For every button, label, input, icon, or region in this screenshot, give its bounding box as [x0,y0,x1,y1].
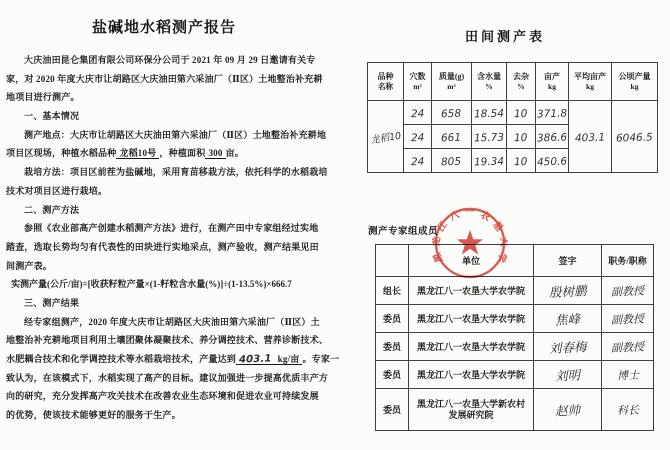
section-heading-2: 二、测产方法 [24,204,80,215]
text-segment: 。专家一 [302,354,340,364]
paragraph-line: 致认为，在该模式下，水稻实现了高产的目标。建议加强进一步提高优质丰产方 [6,372,329,383]
tables-page [335,0,670,450]
title-cell: 博士 [602,361,654,389]
paragraph-line: 地整治补充耕地项目利用土壤团聚体凝聚技术、养分调控技术、营养诊断技术、 [6,335,329,346]
paragraph-line: 技术对项目区进行栽培。 [6,185,108,196]
paragraph-line: 栽培方法：项目区前茬为盐碱地，采用育苗移栽方法，依托科学的水稻栽培 [24,167,328,178]
col-header-mu-yield: 亩产 kg [536,63,569,101]
moisture-cell: 15.73 [472,125,507,149]
text-segment: 水肥耦合技术和化学调控技术等水稻栽培技术，产量达到 [6,354,237,364]
field-table-header-row [368,63,658,101]
title-cell: 科长 [602,389,654,431]
unit-cell: 黑龙江八一农垦大学农学院 [409,361,534,389]
signature-cell: 焦峰 [534,305,602,333]
col-header-title: 职务/职称 [602,245,654,277]
report-page [6,16,340,425]
expert-row [376,305,654,333]
handwritten-yield-value: 403.1 [238,353,272,366]
col-header-role [376,245,409,277]
seal-arc-text: 黑龙江八一农垦大学 [432,208,508,264]
mass-cell: 805 [432,149,472,173]
signature-table-header-row [376,245,654,277]
expert-signature-table [375,244,654,431]
signature-cell: 殷树鹏 [534,277,602,305]
mu-yield-cell: 371.8 [536,101,569,125]
paragraph-line: 地项目进行测产。 [6,92,80,103]
expert-group-label: 测产专家组成员 [368,227,439,237]
mu-yield-cell: 386.6 [536,125,569,149]
impurity-cell: 10 [507,125,536,149]
title-cell: 副教授 [602,333,654,361]
col-header-impurity: 去杂 % [507,63,536,101]
paragraph-line: 大庆油田昆仑集团有限公司环保分公司于 2021 年 09 月 29 日邀请有关专 [24,55,316,65]
paragraph-line: 经专家组测产，2020 年度大庆市让胡路区大庆油田第六采油厂（Ⅱ区）土 [24,316,320,327]
col-header-variety: 品种 名称 [368,63,404,101]
signature-cell: 刘明 [534,361,602,389]
mass-cell: 658 [432,101,472,125]
moisture-cell: 19.34 [472,149,507,173]
mass-cell: 661 [432,125,472,149]
role-cell: 委员 [376,333,409,361]
variety-cell: 龙稻10 [368,101,404,173]
variety-name-underlined: 龙稻10号 [116,148,159,159]
expert-row [376,361,654,389]
paragraph-line: 踏查，选取长势均匀有代表性的田块进行实地采点，测产验收，测产结果见田 [6,241,319,252]
title-cell: 副教授 [602,305,654,333]
text-segment: 项目区现场，种植水稻品种 [6,148,117,159]
role-cell: 委员 [376,389,409,431]
role-cell: 委员 [376,361,409,389]
paragraph-line: 向的研究，充分发挥高产攻关技术在改善农业生态环境和促进农业可持续发展 [6,391,319,402]
paragraph-line [6,350,340,369]
field-table-title: 田间测产表 [464,29,545,44]
field-table-row [368,101,658,125]
col-header-mass: 质量(g) m² [432,63,472,101]
signature-cell: 刘春梅 [534,333,602,361]
planting-area-underlined: 300 [205,148,225,159]
paragraph-line: 家，对 2020 年度大庆市让胡路区大庆油田第六采油厂（Ⅱ区）土地整治补充耕 [6,73,323,84]
signature-cell: 赵帅 [534,389,602,431]
col-header-unit: 单位 [409,245,534,277]
text-segment: ，种植面积 [159,148,206,159]
role-cell: 组长 [376,277,409,305]
avg-yield-cell: 403.1 [569,101,612,173]
page-title: 盐碱地水稻测产报告 [91,20,236,36]
field-measurement-table [367,62,658,173]
holes-cell: 24 [404,125,432,149]
text-segment: 亩。 [225,148,244,159]
expert-row [376,389,654,431]
impurity-cell: 10 [507,149,536,173]
moisture-cell: 18.54 [472,101,507,125]
impurity-cell: 10 [507,101,536,125]
unit-cell: 黑龙江八一农垦大学农学院 [409,333,534,361]
col-header-avg-yield: 平均亩产 kg [569,63,612,101]
yield-formula: 实测产量(公斤/亩)=[收获籽粒产量×(1-籽粒含水量(%)]÷(1-13.5%)×666.7 [11,279,292,290]
title-cell: 副教授 [602,277,654,305]
unit-cell: 黑龙江八一农垦大学农学院 [409,277,534,305]
paragraph-line: 间测产表。 [6,260,53,271]
col-header-hectare-yield: 公顷产量 kg [612,63,658,101]
unit-cell: 黑龙江八一农垦大学农学院 [409,305,534,333]
yield-unit-underlined: kg/亩 [275,354,303,365]
unit-cell: 黑龙江八一农垦大学新农村 发展研究院 [409,389,534,431]
role-cell: 委员 [376,305,409,333]
expert-row [376,333,654,361]
hectare-yield-cell: 6046.5 [612,101,658,173]
section-heading-3: 三、测产结果 [24,297,80,308]
section-heading-1: 一、基本情况 [24,111,80,122]
expert-row [376,277,654,305]
paragraph-line: 测产地点：大庆市让胡路区大庆油田第六采油厂（Ⅱ区）土地整治补充耕地 [24,129,327,140]
col-header-signature: 签字 [534,245,602,277]
paragraph-line [6,144,322,163]
paragraph-line: 的优势，使该技术能够更好的服务于生产。 [6,410,181,421]
holes-cell: 24 [404,149,432,173]
paragraph-line: 参照《农业部高产创建水稻测产方法》进行，在测产田中专家组经过实地 [24,223,319,234]
mu-yield-cell: 450.6 [536,149,569,173]
holes-cell: 24 [404,101,432,125]
col-header-moisture: 含水量 % [472,63,507,101]
col-header-holes: 穴数 m² [404,63,432,101]
